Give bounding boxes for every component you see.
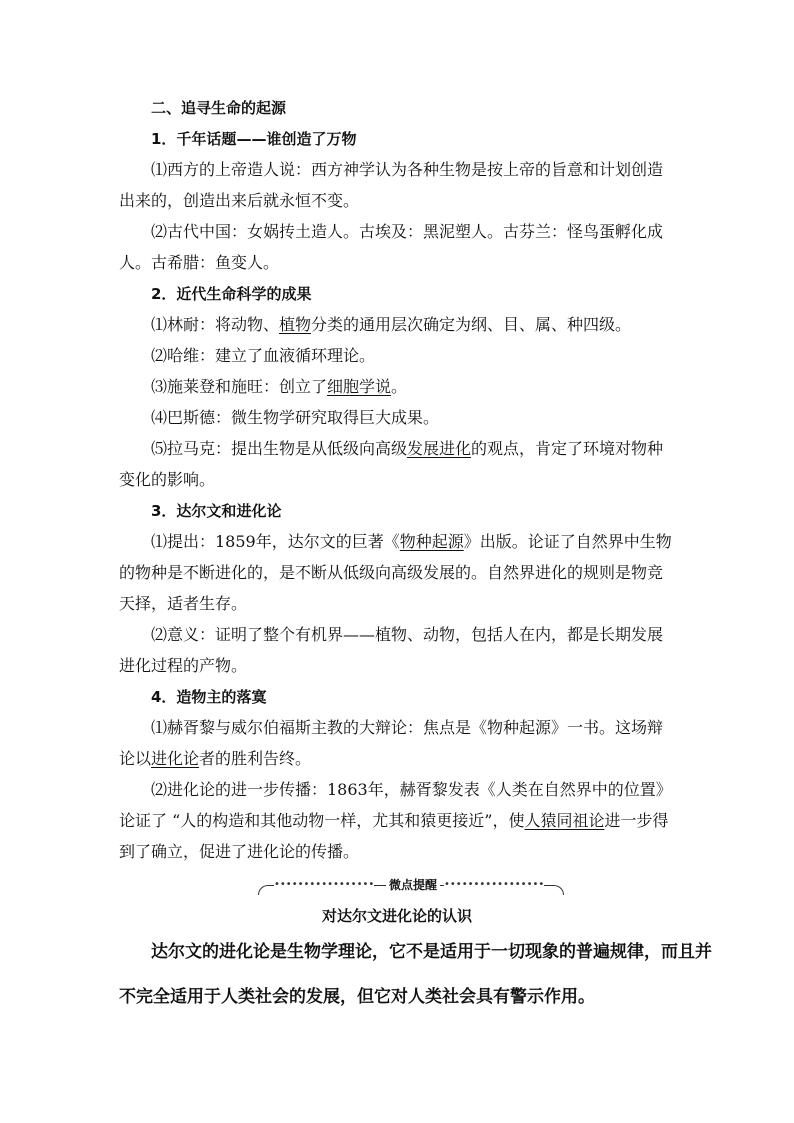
topic-1-para-1-line-1: ⑴西方的上帝造人说：西方神学认为各种生物是按上帝的旨意和计划创造 bbox=[151, 160, 664, 179]
topic-2-title: 2．近代生命科学的成果 bbox=[151, 285, 312, 303]
text-segment: 分类的通用层次确定为纲、目、属、种四级。 bbox=[311, 315, 632, 334]
topic-3-title: 3．达尔文和进化论 bbox=[151, 502, 282, 520]
tip-title: 对达尔文进化论的认识 bbox=[321, 907, 472, 925]
topic-3-para-1-line-1 bbox=[151, 532, 711, 552]
topic-3-para-2-line-1: ⑵意义：证明了整个有机界——植物、动物，包括人在内，都是长期发展 bbox=[151, 625, 664, 644]
topic-2-item-1 bbox=[151, 315, 711, 335]
underlined-term: 发展进化 bbox=[407, 439, 472, 458]
text-segment: 。 bbox=[391, 377, 408, 396]
tip-banner-dots-right: ••••••••••••••••• bbox=[444, 879, 545, 890]
topic-4-para-1-line-1: ⑴赫胥黎与威尔伯福斯主教的大辩论：焦点是《物种起源》一书。这场辩 bbox=[151, 718, 664, 737]
topic-3-para-2-line-2: 进化过程的产物。 bbox=[119, 656, 248, 675]
underlined-term: 人猿同祖论 bbox=[524, 811, 605, 830]
tip-body-line-1: 达尔文的进化论是生物学理论，它不是适用于一切现象的普遍规律，而且并 bbox=[151, 942, 712, 962]
topic-1-para-1-line-2: 出来的，创造出来后就永恒不变。 bbox=[119, 191, 360, 210]
topic-1-title: 1．千年话题——谁创造了万物 bbox=[151, 130, 357, 148]
tip-banner bbox=[258, 876, 566, 896]
text-segment: ⑶施莱登和施旺：创立了 bbox=[151, 377, 328, 396]
underlined-term: 植物 bbox=[279, 315, 312, 334]
tip-banner-dots-left: ••••••••••••••••• bbox=[274, 879, 375, 890]
text-segment: 的观点，肯定了环境对物种 bbox=[471, 439, 664, 458]
text-segment: 进一步得 bbox=[604, 811, 669, 830]
topic-4-para-1-line-2 bbox=[119, 749, 679, 769]
text-segment: 论证了 “人的构造和其他动物一样，尤其和猿更接近”，使 bbox=[119, 811, 525, 830]
topic-2-item-5-line-1 bbox=[151, 439, 711, 459]
text-segment: 论以 bbox=[119, 749, 152, 768]
section-heading: 二、追寻生命的起源 bbox=[151, 99, 287, 117]
topic-2-item-4: ⑷巴斯德：微生物学研究取得巨大成果。 bbox=[151, 408, 440, 427]
underlined-term: 细胞学说 bbox=[327, 377, 392, 396]
topic-4-title: 4．造物主的落寞 bbox=[151, 688, 267, 706]
underlined-term: 物种起源 bbox=[399, 532, 464, 551]
topic-4-para-2-line-3: 到了确立，促进了进化论的传播。 bbox=[119, 842, 360, 861]
underlined-term: 进化论 bbox=[151, 749, 200, 768]
text-segment: 》出版。论证了自然界中生物 bbox=[463, 532, 672, 551]
topic-1-para-2-line-1: ⑵古代中国：女娲抟土造人。古埃及：黑泥塑人。古芬兰：怪鸟蛋孵化成 bbox=[151, 222, 664, 241]
topic-1-para-2-line-2: 人。古希腊：鱼变人。 bbox=[119, 253, 280, 272]
topic-3-para-1-line-3: 天择，适者生存。 bbox=[119, 594, 248, 613]
text-segment: 者的胜利告终。 bbox=[199, 749, 312, 768]
topic-2-item-3 bbox=[151, 377, 711, 397]
tip-body-line-2: 不完全适用于人类社会的发展，但它对人类社会具有警示作用。 bbox=[119, 987, 595, 1007]
topic-3-para-1-line-2: 的物种是不断进化的，是不断从低级向高级发展的。自然界进化的规则是物竞 bbox=[119, 563, 664, 582]
text-segment: ⑴提出：1859年，达尔文的巨著《 bbox=[151, 532, 400, 551]
text-segment: ⑸拉马克：提出生物是从低级向高级 bbox=[151, 439, 408, 458]
tip-banner-label: 微点提醒 bbox=[386, 878, 440, 892]
topic-2-item-2: ⑵哈维：建立了血液循环理论。 bbox=[151, 346, 376, 365]
text-segment: ⑴林耐：将动物、 bbox=[151, 315, 280, 334]
topic-2-item-5-line-2: 变化的影响。 bbox=[119, 470, 216, 489]
topic-4-para-2-line-2 bbox=[119, 811, 679, 831]
topic-4-para-2-line-1: ⑵进化论的进一步传播：1863年，赫胥黎发表《人类在自然界中的位置》 bbox=[151, 780, 672, 799]
